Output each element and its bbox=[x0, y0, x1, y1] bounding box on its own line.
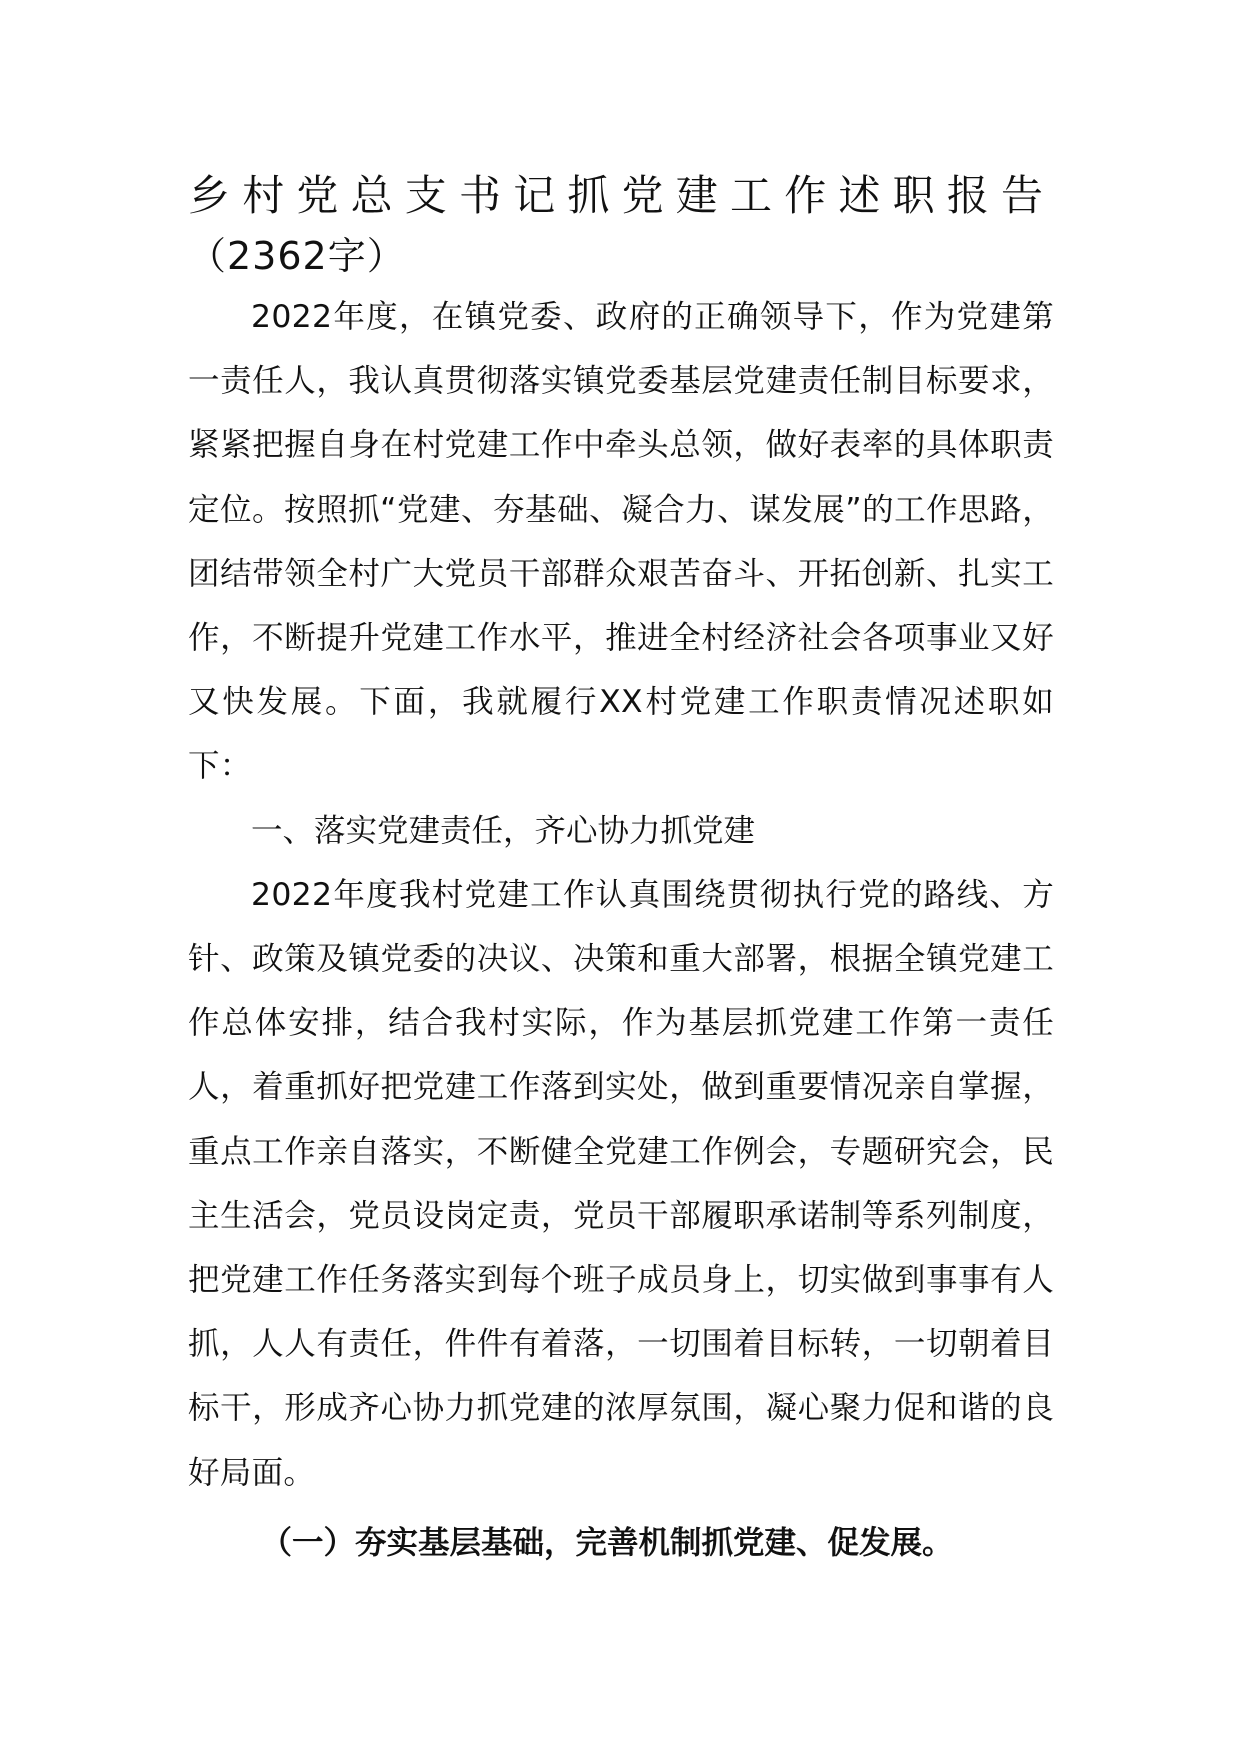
document-title: 乡村党总支书记抓党建工作述职报告 bbox=[188, 171, 1054, 220]
section-1-paragraph: 2022年度我村党建工作认真围绕贯彻执行党的路线、方针、政策及镇党委的决议、决策和重大部署，根据全镇党建工作总体安排，结合我村实际，作为基层抓党建工作第一责任人，着重抓好把党建工作落到实处，做到重要情况亲自掌握，重点工作亲自落实，不断健全党建工作例会，专题研究会，民主生活会，党员设岗定责，党员干部履职承诺制等系列制度，把党建工作任务落实到每个班子成员身上，切实做到事事有人抓，人人有责任，件件有着落，一切围着目标转，一切朝着目标干，形成齐心协力抓党建的浓厚氛围，凝心聚力促和谐的良好局面。 bbox=[188, 876, 1054, 1491]
subsection-1-heading: （一）夯实基层基础，完善机制抓党建、促发展。 bbox=[260, 1524, 954, 1561]
section-1-heading: 一、落实党建责任，齐心协力抓党建 bbox=[251, 812, 756, 849]
document-page bbox=[188, 165, 1054, 1575]
document-title-word-count: （2362字） bbox=[188, 234, 406, 278]
intro-paragraph: 2022年度，在镇党委、政府的正确领导下，作为党建第一责任人，我认真贯彻落实镇党委基层党建责任制目标要求，紧紧把握自身在村党建工作中牵头总领，做好表率的具体职责定位。按照抓“党建、夯基础、凝合力、谋发展”的工作思路，团结带领全村广大党员干部群众艰苦奋斗、开拓创新、扎实工作，不断提升党建工作水平，推进全村经济社会各项事业又好又快发展。下面，我就履行XX村党建工作职责情况述职如下： bbox=[188, 299, 1054, 785]
